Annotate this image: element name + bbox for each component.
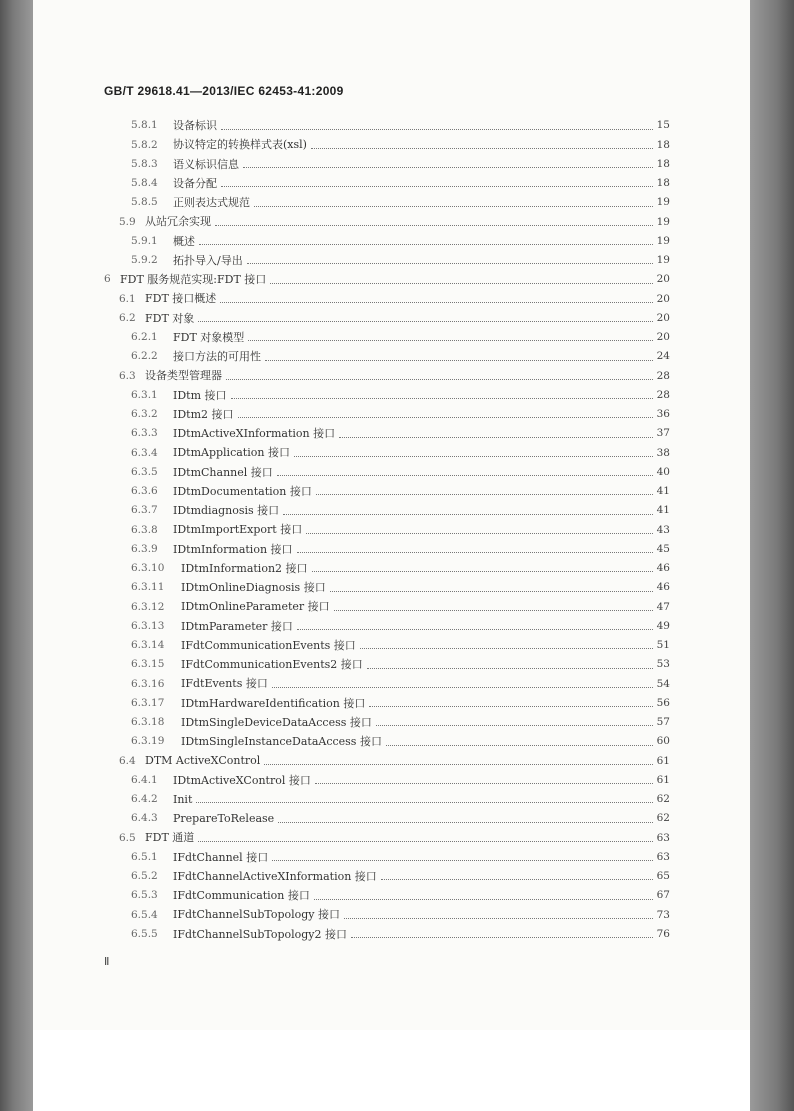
toc-entry[interactable]	[119, 366, 670, 385]
dot-leader	[367, 667, 653, 669]
toc-entry-number: 6.3.7	[131, 504, 158, 517]
toc-entry-title: IDtmChannel 接口	[173, 465, 273, 479]
toc-entry-title: IFdtCommunication 接口	[173, 889, 310, 902]
toc-entry-number: 6.2.1	[131, 331, 158, 343]
toc-entry-number: 6.3.17	[131, 696, 165, 709]
dot-leader	[314, 898, 653, 900]
toc-entry-page: 60	[656, 735, 670, 748]
toc-entry-title: IDtmImportExport 接口	[173, 523, 303, 537]
toc-entry-title: 设备类型管理器	[145, 369, 222, 383]
toc-entry-page: 63	[656, 850, 670, 863]
toc-entry-page: 19	[656, 254, 670, 266]
dot-leader	[369, 705, 652, 707]
toc-entry-number: 5.8.1	[131, 119, 158, 132]
toc-entry[interactable]	[119, 309, 670, 328]
dot-leader	[264, 763, 652, 765]
dot-leader	[283, 513, 652, 515]
toc-entry[interactable]	[131, 790, 670, 809]
toc-entry-title: IFdtCommunicationEvents2 接口	[181, 658, 363, 671]
toc-entry[interactable]	[131, 655, 670, 674]
toc-entry[interactable]	[131, 732, 670, 751]
toc-entry-title: IFdtChannelSubTopology2 接口	[173, 927, 348, 941]
dot-leader	[198, 320, 652, 322]
toc-entry-title: FDT 对象	[145, 311, 195, 325]
dot-leader	[238, 416, 653, 418]
toc-entry-title: FDT 通道	[145, 831, 195, 845]
toc-entry-page: 41	[656, 504, 670, 517]
toc-entry[interactable]	[131, 232, 670, 251]
dot-leader	[248, 339, 652, 341]
dot-leader	[198, 840, 652, 842]
toc-entry-title: IDtmSingleDeviceDataAccess 接口	[181, 715, 372, 729]
toc-entry-number: 5.8.4	[131, 177, 158, 189]
toc-entry[interactable]	[131, 463, 670, 482]
dot-leader	[294, 455, 653, 457]
toc-entry[interactable]	[131, 578, 670, 597]
toc-entry[interactable]	[131, 886, 670, 905]
dot-leader	[265, 359, 653, 361]
toc-entry-number: 5.8.2	[131, 138, 158, 151]
toc-entry-number: 6.3.11	[131, 581, 165, 594]
scan-right-border	[750, 0, 794, 1111]
toc-entry-title: IDtm2 接口	[173, 407, 234, 421]
toc-entry[interactable]	[131, 155, 670, 174]
toc-entry-number: 6.1	[119, 292, 136, 305]
dot-leader	[316, 493, 653, 495]
toc-entry-page: 67	[656, 889, 670, 902]
toc-entry-page: 62	[656, 793, 670, 805]
toc-entry-number: 6.5.2	[131, 870, 158, 882]
toc-entry-page: 40	[656, 465, 670, 478]
toc-entry-page: 46	[656, 562, 670, 574]
toc-entry[interactable]	[131, 771, 670, 790]
toc-entry[interactable]	[131, 135, 670, 154]
toc-entry-page: 63	[656, 831, 670, 844]
toc-entry-page: 38	[656, 446, 670, 459]
toc-entry-number: 6.3.14	[131, 639, 165, 651]
toc-entry-number: 6.5.3	[131, 889, 158, 902]
toc-entry-page: 43	[656, 523, 670, 536]
toc-entry[interactable]	[119, 751, 670, 770]
toc-entry-title: 协议特定的转换样式表(xsl)	[173, 138, 307, 152]
toc-entry-number: 5.8.5	[131, 196, 158, 209]
dot-leader	[247, 262, 653, 264]
toc-entry[interactable]	[131, 809, 670, 828]
toc-entry-page: 19	[656, 215, 670, 228]
page-header: GB/T 29618.41—2013/IEC 62453-41:2009	[104, 84, 344, 98]
dot-leader	[297, 628, 653, 630]
dot-leader	[243, 166, 653, 168]
toc-entry-page: 51	[656, 639, 670, 651]
toc-entry-number: 6.5.4	[131, 908, 158, 921]
dot-leader	[231, 397, 653, 399]
toc-entry-title: IDtmOnlineDiagnosis 接口	[181, 581, 326, 594]
dot-leader	[315, 782, 653, 784]
toc-entry-number: 6.3.8	[131, 523, 158, 536]
toc-entry-title: IDtmApplication 接口	[173, 446, 290, 460]
toc-entry[interactable]	[131, 520, 670, 539]
dot-leader	[312, 570, 653, 572]
toc-entry-title: IFdtCommunicationEvents 接口	[181, 638, 356, 652]
toc-entry-page: 19	[656, 196, 670, 209]
dot-leader	[272, 686, 653, 688]
toc-entry[interactable]	[131, 848, 670, 867]
toc-entry[interactable]	[131, 424, 670, 443]
toc-entry[interactable]	[131, 867, 670, 886]
dot-leader	[254, 205, 653, 207]
dot-leader	[376, 724, 653, 726]
toc-entry-page: 15	[656, 119, 670, 132]
toc-entry[interactable]	[131, 443, 670, 462]
toc-entry[interactable]	[131, 559, 670, 578]
toc-entry-title: IDtmDocumentation 接口	[173, 484, 312, 498]
toc-entry-number: 6.3.13	[131, 619, 165, 632]
dot-leader	[311, 147, 653, 149]
scan-left-border	[0, 0, 33, 1111]
toc-entry[interactable]	[131, 328, 670, 347]
toc-entry[interactable]	[131, 713, 670, 732]
dot-leader	[220, 301, 652, 303]
dot-leader	[381, 878, 653, 880]
dot-leader	[351, 936, 653, 938]
toc-entry-number: 5.9.2	[131, 254, 158, 266]
toc-entry-title: IDtmOnlineParameter 接口	[181, 600, 330, 614]
dot-leader	[221, 128, 653, 130]
toc-entry-title: 概述	[173, 234, 195, 248]
page-number: Ⅱ	[104, 956, 110, 968]
toc-entry-page: 28	[656, 388, 670, 401]
toc-entry[interactable]	[119, 289, 670, 308]
toc-entry-page: 65	[656, 870, 670, 882]
toc-entry-number: 6.4.1	[131, 773, 158, 786]
dot-leader	[344, 917, 653, 919]
toc-entry-page: 20	[656, 292, 670, 305]
dot-leader	[272, 859, 652, 861]
toc-entry[interactable]	[131, 694, 670, 713]
toc-entry[interactable]	[131, 617, 670, 636]
toc-entry-number: 6.3.19	[131, 735, 165, 748]
toc-entry[interactable]	[131, 501, 670, 520]
toc-entry-number: 6.3.10	[131, 562, 165, 574]
toc-entry-title: IFdtChannel 接口	[173, 850, 269, 864]
dot-leader	[199, 243, 653, 245]
toc-entry-title: IDtmParameter 接口	[181, 619, 293, 633]
toc-entry-number: 6.5	[119, 831, 136, 844]
dot-leader	[297, 551, 653, 553]
toc-entry-number: 5.8.3	[131, 157, 158, 170]
toc-entry-title: IDtmActiveXControl 接口	[173, 773, 311, 787]
toc-entry-number: 5.9	[119, 215, 136, 228]
toc-entry-page: 18	[656, 157, 670, 170]
toc-entry-page: 61	[656, 773, 670, 786]
dot-leader	[221, 185, 653, 187]
toc-entry-number: 6.3.6	[131, 485, 158, 497]
toc-entry[interactable]	[131, 482, 670, 501]
toc-entry-title: 语义标识信息	[173, 157, 239, 171]
toc-entry-page: 46	[656, 581, 670, 594]
toc-entry-title: IFdtChannelSubTopology 接口	[173, 908, 341, 922]
toc-entry-title: PrepareToRelease	[173, 812, 275, 825]
toc-entry-page: 28	[656, 369, 670, 382]
toc-entry-title: 正则表达式规范	[173, 196, 250, 209]
toc-entry-number: 6.3.18	[131, 716, 165, 728]
dot-leader	[270, 282, 652, 284]
dot-leader	[330, 590, 653, 592]
toc-entry[interactable]	[131, 251, 670, 270]
toc-entry-title: 从站冗余实现	[145, 215, 211, 229]
toc-entry-title: FDT 服务规范实现:FDT 接口	[120, 273, 267, 286]
toc-entry[interactable]	[131, 540, 670, 559]
toc-entry-number: 6.5.1	[131, 850, 158, 863]
toc-entry-page: 20	[656, 311, 670, 324]
dot-leader	[196, 801, 652, 803]
toc-entry-page: 20	[656, 331, 670, 343]
toc-entry-number: 6	[104, 273, 111, 286]
toc-entry-number: 5.9.1	[131, 234, 158, 247]
toc-entry-number: 6.3.5	[131, 465, 158, 478]
toc-entry[interactable]	[131, 636, 670, 655]
toc-entry-title: FDT 接口概述	[145, 292, 217, 306]
toc-entry[interactable]	[131, 116, 670, 135]
toc-entry-number: 6.4	[119, 754, 136, 767]
toc-entry[interactable]	[131, 386, 670, 405]
toc-entry-title: 接口方法的可用性	[173, 350, 261, 363]
toc-entry-number: 6.2.2	[131, 350, 158, 363]
toc-entry-number: 6.3.1	[131, 388, 158, 401]
toc-entry-title: IDtmSingleInstanceDataAccess 接口	[181, 735, 382, 748]
toc-entry[interactable]	[131, 905, 670, 924]
toc-entry-page: 54	[656, 677, 670, 690]
toc-entry[interactable]	[131, 405, 670, 424]
toc-entry-page: 47	[656, 600, 670, 613]
toc-entry-title: IDtm 接口	[173, 388, 227, 402]
dot-leader	[278, 821, 652, 823]
toc-entry-number: 6.5.5	[131, 927, 158, 940]
toc-entry-page: 53	[656, 658, 670, 671]
toc-entry-page: 49	[656, 619, 670, 632]
toc-entry-title: Init	[173, 792, 193, 806]
toc-entry-number: 6.3.3	[131, 427, 158, 440]
toc-entry-page: 18	[656, 177, 670, 189]
toc-entry-page: 73	[656, 908, 670, 921]
toc-entry-title: 拓扑导入/导出	[173, 253, 243, 267]
toc-entry[interactable]	[131, 174, 670, 193]
toc-entry[interactable]	[131, 674, 670, 693]
dot-leader	[215, 224, 653, 226]
toc-entry-page: 62	[656, 812, 670, 825]
toc-entry-page: 76	[656, 927, 670, 940]
toc-entry-number: 6.3.2	[131, 408, 158, 420]
dot-leader	[334, 609, 653, 611]
toc-entry-page: 24	[656, 350, 670, 363]
toc-entry-number: 6.3.12	[131, 600, 165, 613]
toc-entry[interactable]	[104, 270, 670, 289]
toc-entry-title: 设备标识	[173, 119, 217, 132]
dot-leader	[226, 378, 653, 380]
toc-entry-number: 6.3.16	[131, 677, 165, 690]
toc-entry-page: 61	[656, 754, 670, 767]
dot-leader	[339, 436, 652, 438]
toc-entry-title: IDtmHardwareIdentification 接口	[181, 696, 366, 710]
toc-entry-number: 6.4.2	[131, 793, 158, 805]
toc-entry-page: 18	[656, 138, 670, 151]
dot-leader	[360, 647, 653, 649]
toc-entry[interactable]	[131, 597, 670, 616]
toc-entry-page: 19	[656, 234, 670, 247]
toc-entry-title: FDT 对象模型	[173, 330, 245, 344]
toc-entry-number: 6.3.9	[131, 542, 158, 555]
toc-entry[interactable]	[131, 925, 670, 944]
toc-entry[interactable]	[131, 193, 670, 212]
toc-entry-number: 6.4.3	[131, 812, 158, 825]
toc-entry-page: 36	[656, 408, 670, 420]
toc-entry-title: IDtmdiagnosis 接口	[173, 504, 280, 517]
toc-entry[interactable]	[131, 347, 670, 366]
toc-entry-title: IDtmInformation 接口	[173, 542, 293, 556]
toc-entry-title: 设备分配	[173, 176, 217, 190]
toc-entry-number: 6.3.4	[131, 446, 158, 459]
toc-entry-page: 56	[656, 696, 670, 709]
toc-entry-title: IDtmInformation2 接口	[181, 561, 308, 575]
toc-entry-title: IFdtChannelActiveXInformation 接口	[173, 869, 377, 883]
toc-entry-number: 6.3.15	[131, 658, 165, 671]
dot-leader	[386, 744, 653, 746]
toc-entry-page: 20	[656, 273, 670, 286]
toc-entry-number: 6.3	[119, 369, 136, 382]
toc-entry-page: 57	[656, 716, 670, 728]
toc-entry-number: 6.2	[119, 311, 136, 324]
dot-leader	[277, 474, 653, 476]
toc-entry-page: 45	[656, 542, 670, 555]
toc-entry-title: IFdtEvents 接口	[181, 677, 268, 691]
toc-entry[interactable]	[119, 212, 670, 231]
dot-leader	[306, 532, 652, 534]
toc-entry-title: DTM ActiveXControl	[145, 754, 261, 768]
toc-entry-title: IDtmActiveXInformation 接口	[173, 427, 336, 440]
toc-entry[interactable]	[119, 828, 670, 847]
toc-entry-page: 37	[656, 427, 670, 440]
toc-entry-page: 41	[656, 485, 670, 497]
